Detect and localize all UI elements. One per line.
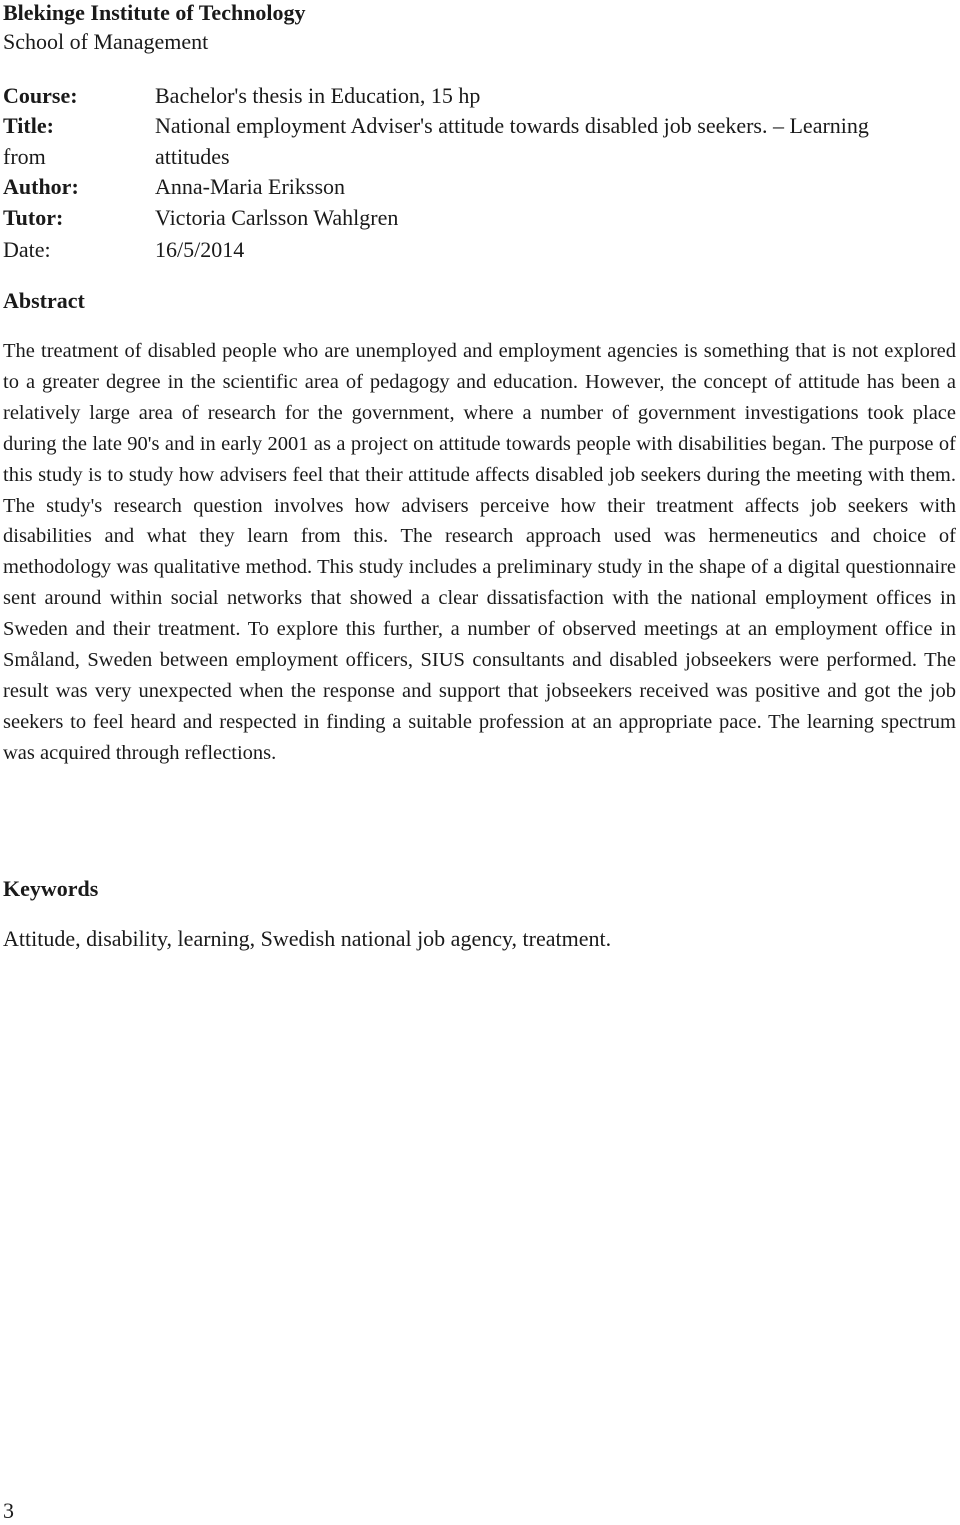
- tutor-value: Victoria Carlsson Wahlgren: [155, 205, 399, 230]
- author-value: Anna-Maria Eriksson: [155, 174, 346, 199]
- title-continuation-left: from: [3, 144, 46, 169]
- title-continuation-right: attitudes: [155, 144, 230, 169]
- abstract-text: The treatment of disabled people who are unemployed and employment agencies is something that is not explored to a greater degree in the scientific area of pedagogy and education. However, the concept of attitude has been a relatively large area of research for the government, where a number of government investigations took place during the late 90's and in early 2001 as a project on attitude towards people with disabilities began. The purpose of this study is to study how advisers feel that their attitude affects disabled job seekers during the meeting with them. The study's research question involves how advisers perceive how their treatment affects job seekers with disabilities and what they learn from this. The research approach used was hermeneutics and choice of methodology was qualitative method. This study includes a preliminary study in the shape of a digital questionnaire sent around within social networks that showed a clear dissatisfaction with the national employment offices in Sweden and their treatment. To explore this further, a number of observed meetings at an employment office in Småland, Sweden between employment officers, SIUS consultants and disabled jobseekers were performed. The result was very unexpected when the response and support that jobseekers received was positive and got the job seekers to feel heard and respected in finding a suitable profession at an appropriate pace. The learning spectrum was acquired through reflections.: [3, 340, 956, 764]
- author-label: Author:: [3, 174, 79, 199]
- tutor-label: Tutor:: [3, 205, 64, 230]
- school-name: School of Management: [3, 29, 209, 54]
- keywords-text: Attitude, disability, learning, Swedish national job agency, treatment.: [3, 926, 612, 951]
- page-number: 3: [3, 1498, 14, 1523]
- course-label: Course:: [3, 83, 78, 108]
- keywords-heading: Keywords: [3, 876, 99, 901]
- date-label: Date:: [3, 237, 51, 262]
- institution-name: Blekinge Institute of Technology: [3, 0, 306, 25]
- title-value: National employment Adviser's attitude towards disabled job seekers. – Learning: [155, 113, 869, 138]
- title-label: Title:: [3, 113, 54, 138]
- date-value: 16/5/2014: [155, 237, 245, 262]
- course-value: Bachelor's thesis in Education, 15 hp: [155, 83, 481, 108]
- abstract-heading: Abstract: [3, 288, 85, 313]
